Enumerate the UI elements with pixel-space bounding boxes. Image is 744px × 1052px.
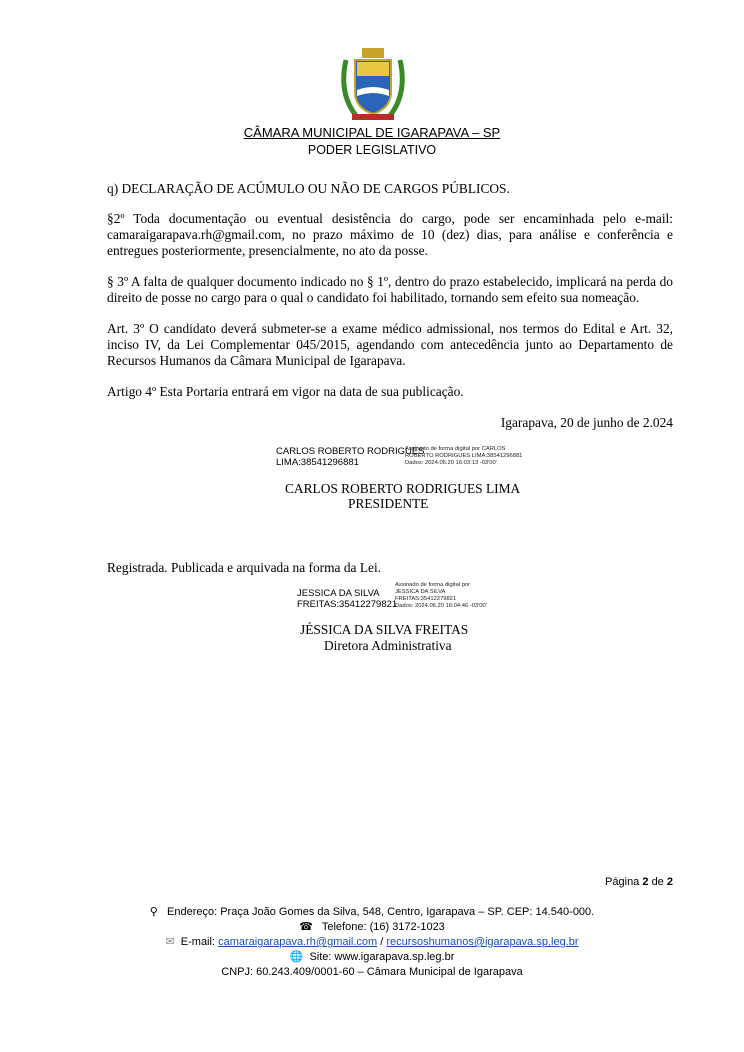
address-text: Endereço: Praça João Gomes da Silva, 548, Centro, Igarapava – SP. CEP: 14.540-000.	[167, 906, 595, 918]
cert-id: FREITAS:35412279821	[297, 599, 398, 610]
sig-detail: ROBERTO RODRIGUES LIMA:38541296881	[405, 453, 523, 459]
cert-id: LIMA:38541296881	[276, 457, 359, 468]
digital-signature-2	[297, 588, 397, 610]
footer-address	[0, 905, 744, 920]
signer-1-name: CARLOS ROBERTO RODRIGUES LIMA	[285, 481, 521, 496]
sig-detail: Assinado de forma digital por CARLOS	[405, 446, 506, 452]
email-label: E-mail:	[180, 936, 216, 948]
sig-detail: Dados: 2024.06.20 16:04:46 -03'00'	[395, 603, 487, 609]
email-link-2[interactable]: recursoshumanos@igarapava.sp.leg.br	[386, 936, 579, 948]
sig-detail: Assinado de forma digital por	[395, 582, 471, 588]
globe-icon: 🌐	[289, 951, 304, 963]
phone-icon: ☎	[299, 921, 313, 933]
site-text: Site: www.igarapava.sp.leg.br	[309, 951, 455, 963]
footer-site	[0, 950, 744, 965]
coat-of-arms-logo	[338, 40, 408, 126]
paragraph-2: §2º Toda documentação ou eventual desistência do cargo, pode ser encaminhada pelo e-mail: camaraigarapava.rh@gmail.com, no prazo máximo de 10 (dez) dias, para análise e conferência e entregues posteriormente, presencialmente, no ato da posse.	[107, 211, 673, 258]
article-4: Artigo 4º Esta Portaria entrará em vigor na data de sua publicação.	[107, 384, 464, 399]
date-line: Igarapava, 20 de junho de 2.024	[500, 415, 673, 430]
footer-email	[0, 935, 744, 950]
item-q: q) DECLARAÇÃO DE ACÚMULO OU NÃO DE CARGOS PÚBLICOS.	[107, 181, 510, 196]
signer-1-role: PRESIDENTE	[348, 496, 429, 511]
institution-title: CÂMARA MUNICIPAL DE IGARAPAVA – SP	[243, 125, 501, 140]
cert-name: CARLOS ROBERTO RODRIGUES	[276, 446, 425, 457]
sig-detail: FREITAS:35412279821	[395, 596, 457, 602]
sig-detail: Dados: 2024.06.20 16:03:13 -03'00'	[405, 460, 497, 466]
email-link-1[interactable]: camaraigarapava.rh@gmail.com	[218, 936, 378, 948]
digital-signature-1-details	[405, 446, 522, 467]
sig-detail: JESSICA DA SILVA	[395, 589, 446, 595]
location-pin-icon: ⚲	[149, 906, 158, 918]
cert-name: JESSICA DA SILVA	[297, 588, 380, 599]
footer-cnpj: CNPJ: 60.243.409/0001-60 – Câmara Municipal de Igarapava	[221, 966, 523, 978]
registered-line: Registrada. Publicada e arquivada na forma da Lei.	[107, 560, 382, 575]
phone-text: Telefone: (16) 3172-1023	[321, 921, 445, 933]
page-number	[605, 876, 673, 888]
paragraph-3: § 3º A falta de qualquer documento indicado no § 1º, dentro do prazo estabelecido, implicará na perda do direito de posse no cargo para o qual o candidato foi habilitado, tornando sem efeito sua nomeação.	[107, 274, 673, 305]
signer-2-role: Diretora Administrativa	[324, 638, 452, 653]
article-3: Art. 3º O candidato deverá submeter-se a exame médico admissional, nos termos do Edital e Art. 32, inciso IV, da Lei Complementar 045/2015, agendando com antecedência junto ao Departamento de Recursos Humanos da Câmara Municipal de Igarapava.	[107, 321, 673, 368]
page-label: Página	[605, 876, 640, 888]
envelope-icon: ✉	[165, 936, 175, 948]
digital-signature-2-details	[395, 582, 487, 610]
email-separator: /	[380, 936, 384, 948]
footer-phone	[0, 920, 744, 935]
institution-subtitle: PODER LEGISLATIVO	[307, 143, 437, 157]
page-current: 2	[642, 876, 649, 888]
page-total: 2	[666, 876, 673, 888]
page-of: de	[651, 876, 664, 888]
signer-2-name: JÉSSICA DA SILVA FREITAS	[300, 622, 469, 637]
digital-signature-1	[276, 446, 425, 468]
